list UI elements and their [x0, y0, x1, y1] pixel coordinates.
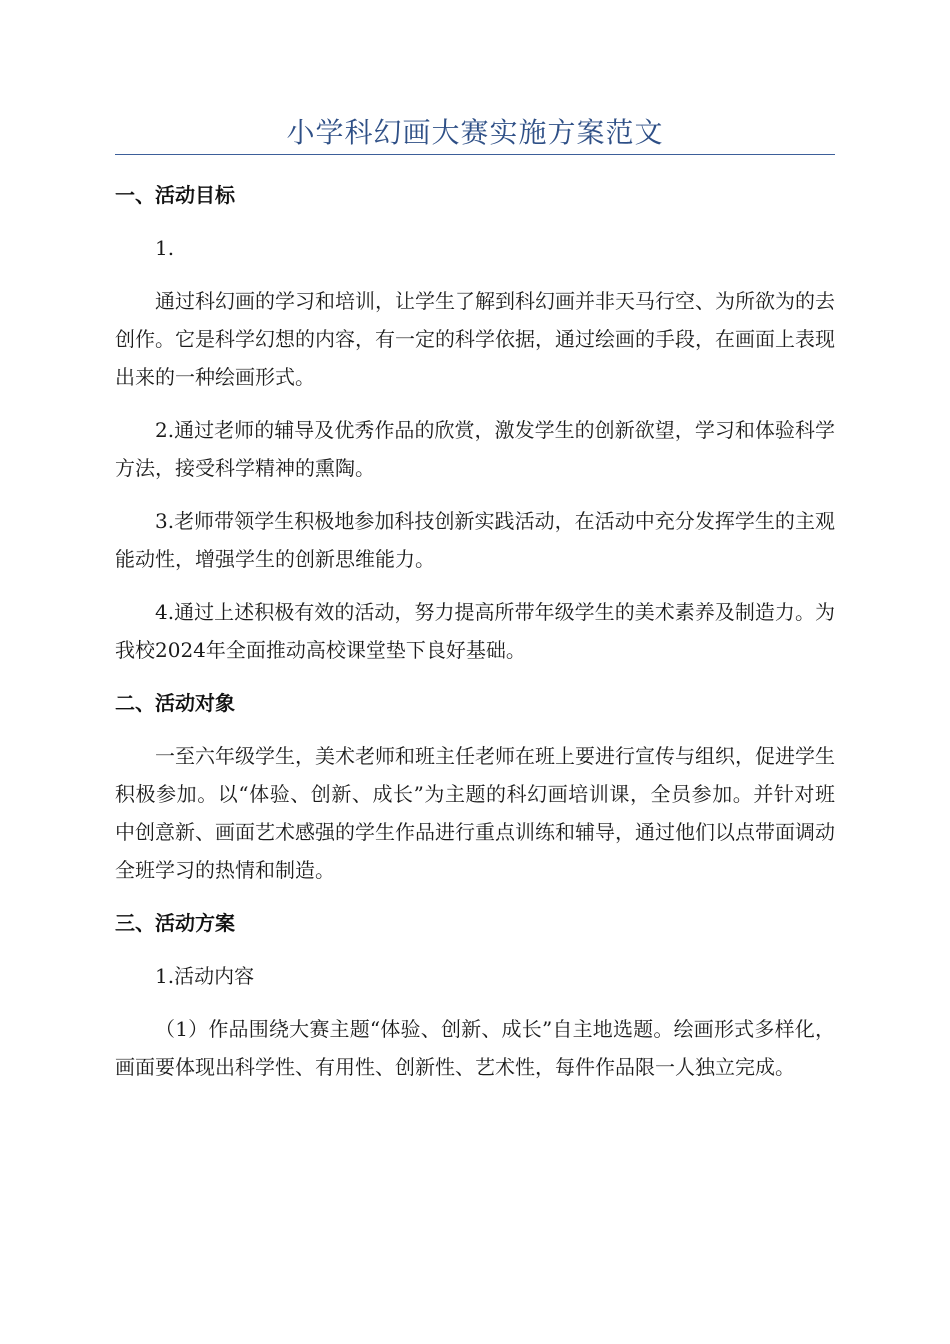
- title-underline: [115, 154, 835, 155]
- paragraph: 一至六年级学生，美术老师和班主任老师在班上要进行宣传与组织，促进学生积极参加。以“体验、创新、成长”为主题的科幻画培训课，全员参加。并针对班中创意新、画面艺术感强的学生作品进行重点训练和辅导，通过他们以点带面调动全班学习的热情和制造。: [115, 744, 835, 882]
- document-title: 小学科幻画大赛实施方案范文: [286, 116, 664, 149]
- paragraph: 3.老师带领学生积极地参加科技创新实践活动，在活动中充分发挥学生的主观能动性，增强学生的创新思维能力。: [115, 509, 835, 571]
- paragraph: 1.: [155, 236, 175, 260]
- document-body: [115, 176, 835, 1101]
- section-heading-targets: 二、活动对象: [115, 691, 235, 715]
- section-heading-goals: 一、活动目标: [115, 183, 235, 207]
- paragraph: 2.通过老师的辅导及优秀作品的欣赏，激发学生的创新欲望，学习和体验科学方法，接受科学精神的熏陶。: [115, 418, 835, 480]
- paragraph: （1）作品围绕大赛主题“体验、创新、成长”自主地选题。绘画形式多样化，画面要体现出科学性、有用性、创新性、艺术性，每件作品限一人独立完成。: [115, 1017, 835, 1079]
- paragraph: 4.通过上述积极有效的活动，努力提高所带年级学生的美术素养及制造力。为我校2024年全面推动高校课堂垫下良好基础。: [115, 600, 835, 662]
- paragraph: 1.活动内容: [155, 964, 255, 988]
- section-heading-plan: 三、活动方案: [115, 911, 235, 935]
- paragraph: 通过科幻画的学习和培训，让学生了解到科幻画并非天马行空、为所欲为的去创作。它是科学幻想的内容，有一定的科学依据，通过绘画的手段，在画面上表现出来的一种绘画形式。: [115, 289, 835, 389]
